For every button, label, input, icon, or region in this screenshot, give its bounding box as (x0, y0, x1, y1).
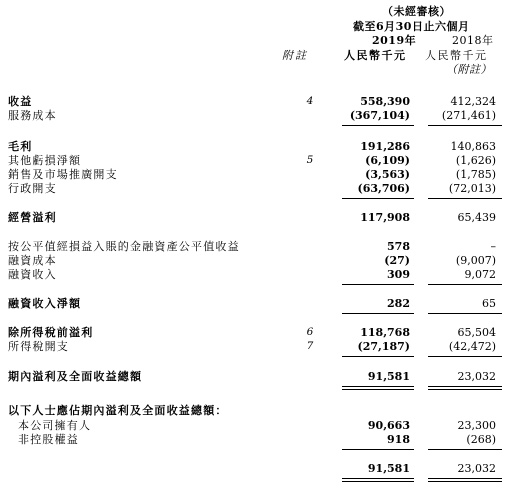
rule-attrib-2019 (342, 449, 414, 450)
row-2018-selling-expenses: (1,785) (455, 168, 496, 181)
row-label-admin-expenses: 行政開支 (8, 182, 57, 195)
row-2018-admin-expenses: (72,013) (448, 182, 496, 195)
row-2019-net-finance-income: 282 (387, 297, 410, 310)
row-note-income-tax: 7 (306, 340, 314, 352)
row-note-profit-before-tax: 6 (306, 326, 314, 338)
row-label-other-losses: 其他虧損淨額 (8, 154, 82, 167)
row-label-finance-costs: 融資成本 (8, 254, 57, 267)
rule-total-a-2019 (342, 386, 414, 387)
rule-total-b-2018 (428, 389, 502, 390)
row-2018-fair-value-gains: – (490, 240, 496, 253)
year-2018-header: 2018年 (452, 34, 494, 47)
row-label-total-comprehensive-income: 期內溢利及全面收益總額 (8, 370, 143, 383)
row-2018-owners-of-company: 23,300 (457, 419, 496, 432)
rule-total-b-2019 (342, 389, 414, 390)
row-2019-finance-income: 309 (387, 268, 410, 281)
row-2018-revenue: 412,324 (450, 95, 496, 108)
rule-final-a-2018 (428, 478, 502, 479)
row-2018-net-finance-income: 65 (482, 297, 496, 310)
period-header: 截至6月30日止六個月 (353, 20, 470, 33)
row-label-net-finance-income: 融資收入淨額 (8, 297, 82, 310)
row-label-non-controlling-interests: 非控股權益 (18, 433, 79, 446)
row-label-fair-value-gains: 按公平值經損益入賬的金融資產公平值收益 (8, 240, 240, 253)
rule-final-b-2018 (428, 481, 502, 482)
row-2018-finance-costs: (9,007) (455, 254, 496, 267)
rule-tax-2018 (428, 356, 502, 357)
row-label-cost-of-services: 服務成本 (8, 109, 57, 122)
restated-note-header: （附註） (446, 63, 492, 76)
row-2019-other-losses: (6,109) (365, 154, 410, 167)
rule-net-finance-2019 (342, 313, 414, 314)
row-2019-operating-profit: 117,908 (360, 211, 410, 224)
row-2018-cost-of-services: (271,461) (441, 109, 496, 122)
rule-admin-2018 (428, 198, 502, 199)
row-label-owners-of-company: 本公司擁有人 (18, 419, 92, 432)
rule-finance-2018 (428, 284, 502, 285)
note-column-header: 附註 (282, 49, 308, 62)
row-label-gross-profit: 毛利 (8, 140, 33, 153)
rule-finance-2019 (342, 284, 414, 285)
rule-admin-2019 (342, 198, 414, 199)
row-label-income-tax: 所得稅開支 (8, 340, 69, 353)
row-2018-non-controlling-interests: (268) (466, 433, 496, 446)
row-2018-profit-before-tax: 65,504 (457, 326, 496, 339)
unit-2019-header: 人民幣千元 (344, 49, 407, 62)
row-2019-gross-profit: 191,286 (360, 140, 410, 153)
row-note-other-losses: 5 (306, 154, 314, 166)
rule-attrib-2018 (428, 449, 502, 450)
row-2018-gross-profit: 140,863 (450, 140, 496, 153)
unit-2018-header: 人民幣千元 (425, 49, 488, 62)
unaudited-header: （未經審核） (382, 5, 451, 18)
row-2019-profit-before-tax: 118,768 (360, 326, 410, 339)
row-2019-income-tax: (27,187) (357, 340, 410, 353)
row-2018-operating-profit: 65,439 (457, 211, 496, 224)
rule-net-finance-2018 (428, 313, 502, 314)
row-label-operating-profit: 經營溢利 (8, 211, 57, 224)
row-2018-total-comprehensive-income: 23,032 (457, 370, 496, 383)
row-2018-attributable-total: 23,032 (457, 462, 496, 475)
row-2019-finance-costs: (27) (384, 254, 410, 267)
row-2019-revenue: 558,390 (360, 95, 410, 108)
row-2018-other-losses: (1,626) (455, 154, 496, 167)
rule-total-a-2018 (428, 386, 502, 387)
row-label-profit-before-tax: 除所得稅前溢利 (8, 326, 94, 339)
row-2019-total-comprehensive-income: 91,581 (367, 370, 410, 383)
rule-final-a-2019 (342, 478, 414, 479)
row-2019-cost-of-services: (367,104) (349, 109, 410, 122)
row-2019-owners-of-company: 90,663 (367, 419, 410, 432)
year-2019-header: 2019年 (372, 34, 417, 47)
rule-cost-2018 (428, 125, 502, 126)
row-label-revenue: 收益 (8, 95, 33, 108)
row-label-finance-income: 融資收入 (8, 268, 57, 281)
rule-tax-2019 (342, 356, 414, 357)
row-2018-finance-income: 9,072 (464, 268, 496, 281)
row-2019-attributable-total: 91,581 (367, 462, 410, 475)
row-2019-non-controlling-interests: 918 (387, 433, 410, 446)
row-note-revenue: 4 (306, 95, 314, 107)
row-2019-fair-value-gains: 578 (387, 240, 410, 253)
rule-final-b-2019 (342, 481, 414, 482)
row-label-selling-expenses: 銷售及市場推廣開支 (8, 168, 118, 181)
row-2018-income-tax: (42,472) (448, 340, 496, 353)
row-2019-selling-expenses: (3,563) (365, 168, 410, 181)
row-2019-admin-expenses: (63,706) (357, 182, 410, 195)
rule-cost-2019 (342, 125, 414, 126)
row-label-attributable-heading: 以下人士應佔期內溢利及全面收益總額： (8, 404, 228, 417)
